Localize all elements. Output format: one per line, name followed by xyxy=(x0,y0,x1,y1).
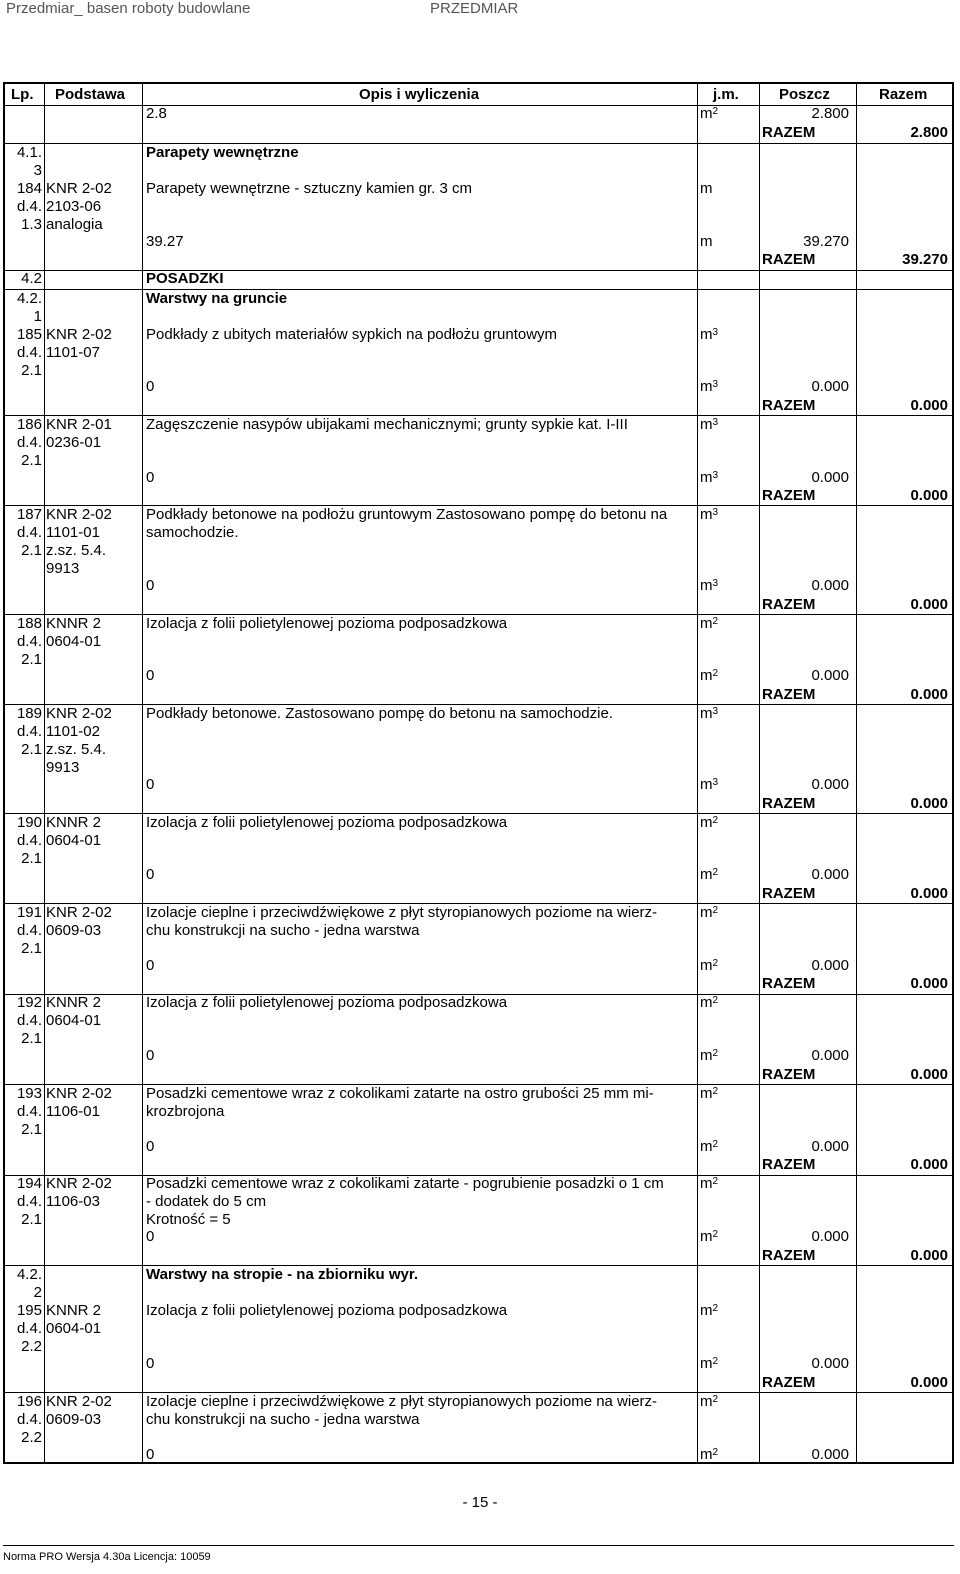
cost-estimate-table xyxy=(3,82,954,1464)
calculation-expression: 0 xyxy=(146,667,155,684)
table-header xyxy=(5,84,952,106)
razem-value: 0.000 xyxy=(910,686,948,703)
lp-number: 4.1. xyxy=(16,144,42,161)
item-description: Parapety wewnętrzne - sztuczny kamien gr. 3 cm xyxy=(146,180,472,197)
unit-cell: $m^2$ xyxy=(700,904,719,921)
item-description: - dodatek do 5 cm xyxy=(146,1193,267,1210)
basis-code: KNR 2-02 xyxy=(46,1175,112,1192)
calculation-unit: $m^2$ xyxy=(700,1446,719,1463)
calculation-unit: $m^3$ xyxy=(700,378,719,395)
lp-number: 187 xyxy=(16,506,42,523)
razem-value: 2.800 xyxy=(910,124,948,141)
unit-cell: $m^3$ xyxy=(700,326,719,343)
quantity-value: 0.000 xyxy=(811,1355,849,1372)
lp-number: 2.1 xyxy=(21,940,42,957)
page-header-right: PRZEDMIAR xyxy=(430,0,519,17)
page-header-left: Przedmiar_ basen roboty budowlane xyxy=(6,0,251,17)
item-description: Krotność = 5 xyxy=(146,1211,231,1228)
col-poszcz: Poszcz xyxy=(779,86,830,103)
basis-code: KNR 2-02 xyxy=(46,506,112,523)
unit-cell: $m^2$ xyxy=(700,1393,719,1410)
razem-label: RAZEM xyxy=(762,686,816,703)
lp-number: 196 xyxy=(16,1393,42,1410)
unit-cell: $m^2$ xyxy=(700,1302,719,1319)
basis-code: 0609-03 xyxy=(46,922,102,939)
quantity-value: 0.000 xyxy=(811,1047,849,1064)
lp-number: 191 xyxy=(16,904,42,921)
lp-number: 188 xyxy=(16,615,42,632)
col-razem: Razem xyxy=(879,86,928,103)
lp-number: 2 xyxy=(33,1284,42,1301)
lp-number: d.4. xyxy=(16,633,42,650)
item-description: Izolacja z folii polietylenowej pozioma podposadzkowa xyxy=(146,814,508,831)
item-description: Izolacje cieplne i przeciwdźwiękowe z płyt styropianowych poziome na wierz- xyxy=(146,1393,658,1410)
razem-label: RAZEM xyxy=(762,124,816,141)
section-title: Parapety wewnętrzne xyxy=(146,144,299,161)
razem-value: 0.000 xyxy=(910,1247,948,1264)
calculation-unit: m xyxy=(700,233,713,250)
basis-code: KNR 2-02 xyxy=(46,1393,112,1410)
lp-number: d.4. xyxy=(16,922,42,939)
item-description: chu konstrukcji na sucho - jedna warstwa xyxy=(146,1411,420,1428)
lp-number: d.4. xyxy=(16,832,42,849)
quantity-value: 0.000 xyxy=(811,469,849,486)
quantity-value: 0.000 xyxy=(811,577,849,594)
lp-number: 2.2 xyxy=(21,1429,42,1446)
razem-value: 0.000 xyxy=(910,1066,948,1083)
lp-number: d.4. xyxy=(16,434,42,451)
basis-code: KNNR 2 xyxy=(46,814,102,831)
unit-cell: $m^3$ xyxy=(700,416,719,433)
razem-value: 0.000 xyxy=(910,487,948,504)
lp-number: d.4. xyxy=(16,1012,42,1029)
lp-number: 195 xyxy=(16,1302,42,1319)
calculation-unit: $m^2$ xyxy=(700,105,719,122)
calculation-expression: 0 xyxy=(146,1446,155,1463)
lp-number: d.4. xyxy=(16,1320,42,1337)
basis-code: KNR 2-02 xyxy=(46,326,112,343)
basis-code: 9913 xyxy=(46,560,80,577)
item-description: Podkłady betonowe. Zastosowano pompę do betonu na samochodzie. xyxy=(146,705,613,722)
calculation-unit: $m^2$ xyxy=(700,667,719,684)
item-description: Podkłady betonowe na podłożu gruntowym Zastosowano pompę do betonu na xyxy=(146,506,668,523)
item-description: Izolacja z folii polietylenowej pozioma podposadzkowa xyxy=(146,615,508,632)
razem-value: 0.000 xyxy=(910,596,948,613)
calculation-expression: 0 xyxy=(146,1355,155,1372)
calculation-expression: 0 xyxy=(146,776,155,793)
calculation-unit: $m^2$ xyxy=(700,1228,719,1245)
lp-number: 185 xyxy=(16,326,42,343)
lp-number: 4.2 xyxy=(21,270,42,287)
item-description: Izolacja z folii polietylenowej pozioma podposadzkowa xyxy=(146,994,508,1011)
lp-number: 2.2 xyxy=(21,1338,42,1355)
basis-code: 0236-01 xyxy=(46,434,102,451)
unit-cell: $m^2$ xyxy=(700,994,719,1011)
calculation-expression: 0 xyxy=(146,957,155,974)
razem-value: 0.000 xyxy=(910,397,948,414)
calculation-unit: $m^3$ xyxy=(700,577,719,594)
quantity-value: 0.000 xyxy=(811,776,849,793)
lp-number: 2.1 xyxy=(21,362,42,379)
basis-code: 1106-01 xyxy=(46,1103,100,1120)
razem-label: RAZEM xyxy=(762,1156,816,1173)
calculation-unit: $m^2$ xyxy=(700,1047,719,1064)
basis-code: KNNR 2 xyxy=(46,615,102,632)
unit-cell: $m^2$ xyxy=(700,1085,719,1102)
unit-cell: $m^3$ xyxy=(700,705,719,722)
lp-number: 189 xyxy=(16,705,42,722)
razem-label: RAZEM xyxy=(762,1374,816,1391)
calculation-unit: $m^2$ xyxy=(700,1138,719,1155)
basis-code: z.sz. 5.4. xyxy=(46,542,107,559)
lp-number: 1 xyxy=(33,308,42,325)
razem-label: RAZEM xyxy=(762,251,816,268)
quantity-value: 0.000 xyxy=(811,1138,849,1155)
basis-code: KNR 2-02 xyxy=(46,904,112,921)
calculation-expression: 0 xyxy=(146,577,155,594)
quantity-value: 0.000 xyxy=(811,378,849,395)
basis-code: KNNR 2 xyxy=(46,994,102,1011)
razem-label: RAZEM xyxy=(762,487,816,504)
lp-number: 194 xyxy=(16,1175,42,1192)
razem-label: RAZEM xyxy=(762,975,816,992)
lp-number: d.4. xyxy=(16,198,42,215)
footer-divider xyxy=(3,1545,954,1546)
razem-label: RAZEM xyxy=(762,1247,816,1264)
unit-cell: $m^2$ xyxy=(700,1175,719,1192)
basis-code: z.sz. 5.4. xyxy=(46,741,107,758)
lp-number: 2.1 xyxy=(21,542,42,559)
razem-label: RAZEM xyxy=(762,397,816,414)
razem-value: 39.270 xyxy=(902,251,948,268)
lp-number: 2.1 xyxy=(21,1211,42,1228)
razem-value: 0.000 xyxy=(910,975,948,992)
item-description: samochodzie. xyxy=(146,524,239,541)
basis-code: KNR 2-02 xyxy=(46,1085,112,1102)
lp-number: d.4. xyxy=(16,344,42,361)
section-title: POSADZKI xyxy=(146,270,224,287)
razem-value: 0.000 xyxy=(910,1374,948,1391)
razem-value: 0.000 xyxy=(910,885,948,902)
item-description: Podkłady z ubitych materiałów sypkich na podłożu gruntowym xyxy=(146,326,558,343)
col-opis: Opis i wyliczenia xyxy=(359,86,480,103)
lp-number: 184 xyxy=(16,180,42,197)
calculation-unit: $m^2$ xyxy=(700,866,719,883)
quantity-value: 0.000 xyxy=(811,667,849,684)
unit-cell: $m^2$ xyxy=(700,814,719,831)
basis-code: 0604-01 xyxy=(46,1012,102,1029)
basis-code: 0609-03 xyxy=(46,1411,102,1428)
footer-text: Norma PRO Wersja 4.30a Licencja: 10059 xyxy=(3,1551,211,1563)
basis-code: 0604-01 xyxy=(46,832,102,849)
item-description: krozbrojona xyxy=(146,1103,225,1120)
basis-code: 1106-03 xyxy=(46,1193,100,1210)
basis-code: 0604-01 xyxy=(46,1320,102,1337)
calculation-expression: 0 xyxy=(146,1138,155,1155)
lp-number: 2.1 xyxy=(21,741,42,758)
col-podstawa: Podstawa xyxy=(55,86,126,103)
unit-cell: $m^3$ xyxy=(700,506,719,523)
basis-code: 0604-01 xyxy=(46,633,102,650)
item-description: Izolacje cieplne i przeciwdźwiękowe z płyt styropianowych poziome na wierz- xyxy=(146,904,658,921)
lp-number: 1.3 xyxy=(21,216,42,233)
lp-number: 3 xyxy=(33,162,42,179)
quantity-value: 2.800 xyxy=(811,105,849,122)
basis-code: 9913 xyxy=(46,759,80,776)
basis-code: KNR 2-02 xyxy=(46,705,112,722)
quantity-value: 39.270 xyxy=(803,233,849,250)
lp-number: 186 xyxy=(16,416,42,433)
razem-value: 0.000 xyxy=(910,795,948,812)
calculation-expression: 0 xyxy=(146,378,155,395)
lp-number: 193 xyxy=(16,1085,42,1102)
item-description: chu konstrukcji na sucho - jedna warstwa xyxy=(146,922,420,939)
lp-number: 2.1 xyxy=(21,651,42,668)
col-jm: j.m. xyxy=(713,86,739,103)
quantity-value: 0.000 xyxy=(811,1446,849,1463)
lp-number: 190 xyxy=(16,814,42,831)
unit-cell: m xyxy=(700,180,713,197)
col-lp: Lp. xyxy=(11,86,34,103)
basis-code: 1101-02 xyxy=(46,723,100,740)
calculation-expression: 39.27 xyxy=(146,233,184,250)
unit-cell: $m^2$ xyxy=(700,615,719,632)
lp-number: 2.1 xyxy=(21,1030,42,1047)
lp-number: 2.1 xyxy=(21,1121,42,1138)
razem-value: 0.000 xyxy=(910,1156,948,1173)
lp-number: 192 xyxy=(16,994,42,1011)
basis-code: 2103-06 xyxy=(46,198,102,215)
calculation-expression: 0 xyxy=(146,866,155,883)
razem-label: RAZEM xyxy=(762,795,816,812)
lp-number: 2.1 xyxy=(21,452,42,469)
calculation-unit: $m^3$ xyxy=(700,776,719,793)
basis-code: KNR 2-01 xyxy=(46,416,112,433)
calculation-unit: $m^3$ xyxy=(700,469,719,486)
calculation-unit: $m^2$ xyxy=(700,1355,719,1372)
basis-code: 1101-01 xyxy=(46,524,100,541)
lp-number: d.4. xyxy=(16,524,42,541)
calculation-expression: 0 xyxy=(146,469,155,486)
lp-number: d.4. xyxy=(16,1103,42,1120)
item-description: Zagęszczenie nasypów ubijakami mechanicznymi; grunty sypkie kat. I-III xyxy=(146,416,628,433)
item-description: Izolacja z folii polietylenowej pozioma podposadzkowa xyxy=(146,1302,508,1319)
calculation-expression: 0 xyxy=(146,1228,155,1245)
razem-label: RAZEM xyxy=(762,1066,816,1083)
quantity-value: 0.000 xyxy=(811,1228,849,1245)
lp-number: 4.2. xyxy=(16,1266,42,1283)
quantity-value: 0.000 xyxy=(811,866,849,883)
basis-code: KNNR 2 xyxy=(46,1302,102,1319)
lp-number: 2.1 xyxy=(21,850,42,867)
razem-label: RAZEM xyxy=(762,885,816,902)
basis-code: analogia xyxy=(46,216,103,233)
section-title: Warstwy na stropie - na zbiorniku wyr. xyxy=(146,1266,418,1283)
page-number: - 15 - xyxy=(462,1494,498,1511)
calculation-expression: 0 xyxy=(146,1047,155,1064)
lp-number: d.4. xyxy=(16,1411,42,1428)
lp-number: d.4. xyxy=(16,723,42,740)
basis-code: 1101-07 xyxy=(46,344,100,361)
calculation-expression: 2.8 xyxy=(146,105,167,122)
basis-code: KNR 2-02 xyxy=(46,180,112,197)
item-description: Posadzki cementowe wraz z cokolikami zatarte na ostro grubości 25 mm mi- xyxy=(146,1085,654,1102)
section-title: Warstwy na gruncie xyxy=(146,290,288,307)
lp-number: 4.2. xyxy=(16,290,42,307)
quantity-value: 0.000 xyxy=(811,957,849,974)
calculation-unit: $m^2$ xyxy=(700,957,719,974)
item-description: Posadzki cementowe wraz z cokolikami zatarte - pogrubienie posadzki o 1 cm xyxy=(146,1175,664,1192)
lp-number: d.4. xyxy=(16,1193,42,1210)
razem-label: RAZEM xyxy=(762,596,816,613)
